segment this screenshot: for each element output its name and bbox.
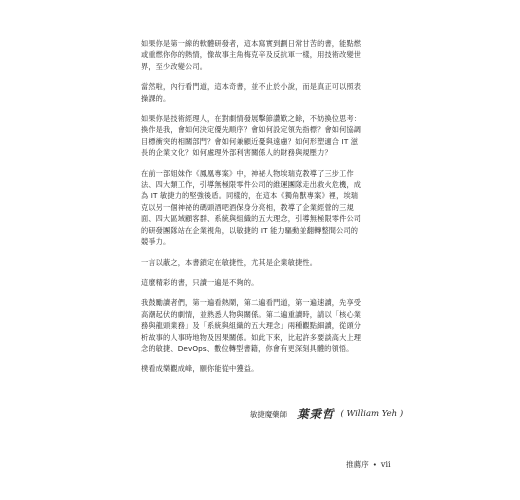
text-line: 法、四大類工作，引導無極限零件公司的維運團隊走出救火危機，成: [141, 180, 362, 190]
text-line: 析故事的人事時地物及因果關係。如此下來，比起許多要談高大上理: [141, 332, 362, 342]
text-line: 這麼精彩的書，只讀一遍是不夠的。: [141, 277, 259, 287]
page-footer: [346, 459, 391, 470]
text-line: 換作是我，會如何決定優先順序？會如何設定領先指標？會如何協調: [141, 125, 362, 135]
text-line: 念的敏捷、DevOps、數位轉型書籍，你會有更深刻具體的領悟。: [141, 343, 354, 353]
text-line: 務與龍頭業務」及「系統與組織的五大理念」兩種觀點細讀，從頭分: [141, 321, 362, 331]
paragraph-7: [141, 297, 399, 354]
paragraph-6: [141, 277, 399, 288]
text-line: 或重燃你你的熱情，像故事主角梅克辛及反抗軍一樣，用技術改變世: [141, 50, 362, 60]
signature-block: [250, 404, 410, 424]
text-line: 為 IT 敏捷力的堅強後盾。同樣的，在這本《獨角獸專案》裡，埃瑞: [141, 191, 359, 201]
text-line: 面、四大區域顧客群、系統與組織的五大理念，引導無極限零件公司: [141, 214, 362, 224]
text-line: 目標衝突的相關部門？會如何兼顧近憂與遠慮？如何形塑適合 IT 滋: [141, 136, 359, 146]
page-number: vii: [380, 460, 391, 469]
paragraph-4: [141, 168, 399, 248]
text-line: 操課的。: [141, 93, 171, 103]
text-line: 克以另一個神祕的碼頭酒吧酒保身分亮相，教導了企業經營的三規: [141, 202, 354, 212]
paragraph-8: [141, 363, 399, 374]
paragraph-3: [141, 113, 399, 159]
text-line: 競爭力。: [141, 237, 171, 247]
text-line: 在前一部姐妹作《鳳凰專案》中，神祕人物埃瑞克教導了三步工作: [141, 168, 354, 178]
text-line: 的研發團隊站在企業視角，以敏捷的 IT 能力驅動並翻轉整間公司的: [141, 225, 359, 235]
text-line: 如果你是技術經理人，在對劇情發展擊節讚歎之餘，不妨換位思考：: [141, 114, 362, 124]
signature-name-english: ( William Yeh ): [340, 409, 404, 419]
text-line: 當然啦，內行看門道，這本奇書，並不止於小說，而是真正可以照表: [141, 82, 362, 92]
body-text: [141, 38, 399, 384]
footer-separator: •: [372, 460, 377, 469]
text-line: 我鼓勵讀者們，第一遍看熱鬧，第二遍看門道，第一遍速讀，先享受: [141, 298, 362, 308]
footer-section-label: 推薦序: [346, 460, 369, 469]
text-line: 長的企業文化？如何處理外部利害關係人的財務與規壓力？: [141, 148, 332, 158]
text-line: 高潮起伏的劇情，並熟悉人物與關係。第二遍重讀時，請以「核心業: [141, 309, 362, 319]
paragraph-5: [141, 257, 399, 268]
text-line: 樸看成樂觀成峰，願你能從中獲益。: [141, 364, 259, 374]
signature-role: 敏捷魔藥師: [250, 409, 287, 419]
text-line: 界，至少改變公司。: [141, 61, 208, 71]
text-line: 如果你是第一線的軟體研發者，這本寫實到劃日常甘苦的書，能點燃: [141, 39, 362, 48]
text-line: 一言以蔽之，本書鎖定在敏捷性，尤其是企業敏捷性。: [141, 257, 318, 267]
signature-name-chinese: 葉秉哲: [296, 407, 335, 421]
paragraph-2: [141, 81, 399, 104]
paragraph-1: [141, 38, 399, 72]
